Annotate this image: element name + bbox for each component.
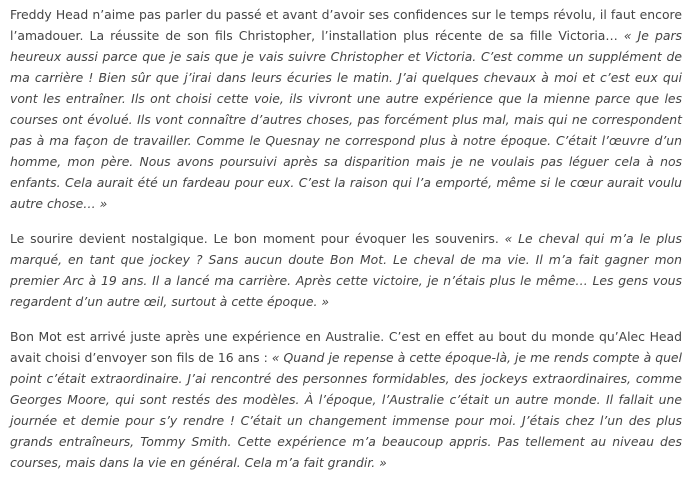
paragraph-2: [10, 228, 682, 312]
paragraph-1-quote: « Je pars heureux aussi parce que je sais que je vais suivre Christopher et Victoria. C’est comme un supplément de ma carrière ! Bien sûr que j’irai dans leurs écuries le matin. J’ai quelques chevaux à moi et c’est eux qui vont les entraîner. Ils ont choisi cette voie, ils vivront une autre expérience que la mienne parce que les courses ont évolué. Ils vont connaître d’autres choses, pas forcément plus mal, mais qui ne correspondent pas à ma façon de travailler. Comme le Quesnay ne correspond plus à notre époque. C’était l’œuvre d’un homme, mon père. Nous avons poursuivi après sa disparition mais je ne voulais pas léguer cela à nos enfants. Cela aurait été un fardeau pour eux. C’est la raison qui l’a emporté, même si le cœur aurait voulu autre chose… »: [10, 28, 683, 211]
paragraph-2-quote: « Le cheval qui m’a le plus marqué, en tant que jockey ? Sans aucun doute Bon Mot. Le cheval de ma vie. Il m’a fait gagner mon premier Arc à 19 ans. Il a lancé ma carrière. Après cette victoire, je n’étais plus le même… Les gens vous regardent d’un autre œil, surtout à cette époque. »: [10, 231, 682, 309]
article-body: [10, 4, 682, 487]
paragraph-3: [10, 326, 682, 473]
paragraph-1-intro: Freddy Head n’aime pas parler du passé et avant d’avoir ses confidences sur le temps révolu, il faut encore l’amadouer. La réussite de son fils Christopher, l’installation plus récente de sa fille Victoria…: [10, 7, 682, 43]
paragraph-1: [10, 4, 682, 214]
paragraph-3-quote: « Quand je repense à cette époque-là, je me rends compte à quel point c’était extraordinaire. J’ai rencontré des personnes formidables, des jockeys extraordinaires, comme Georges Moore, qui sont restés des modèles. À l’époque, l’Australie c’était un autre monde. Il fallait une journée et demie pour s’y rendre ! C’était un changement immense pour moi. J’étais chez l’un des plus grands entraîneurs, Tommy Smith. Cette expérience m’a beaucoup appris. Pas tellement au niveau des courses, mais dans la vie en général. Cela m’a fait grandir. »: [10, 350, 682, 470]
paragraph-3-intro: Bon Mot est arrivé juste après une expérience en Australie. C’est en effet au bout du monde qu’Alec Head avait choisi d’envoyer son fils de 16 ans :: [10, 329, 682, 365]
paragraph-2-intro: Le sourire devient nostalgique. Le bon moment pour évoquer les souvenirs.: [10, 231, 505, 246]
